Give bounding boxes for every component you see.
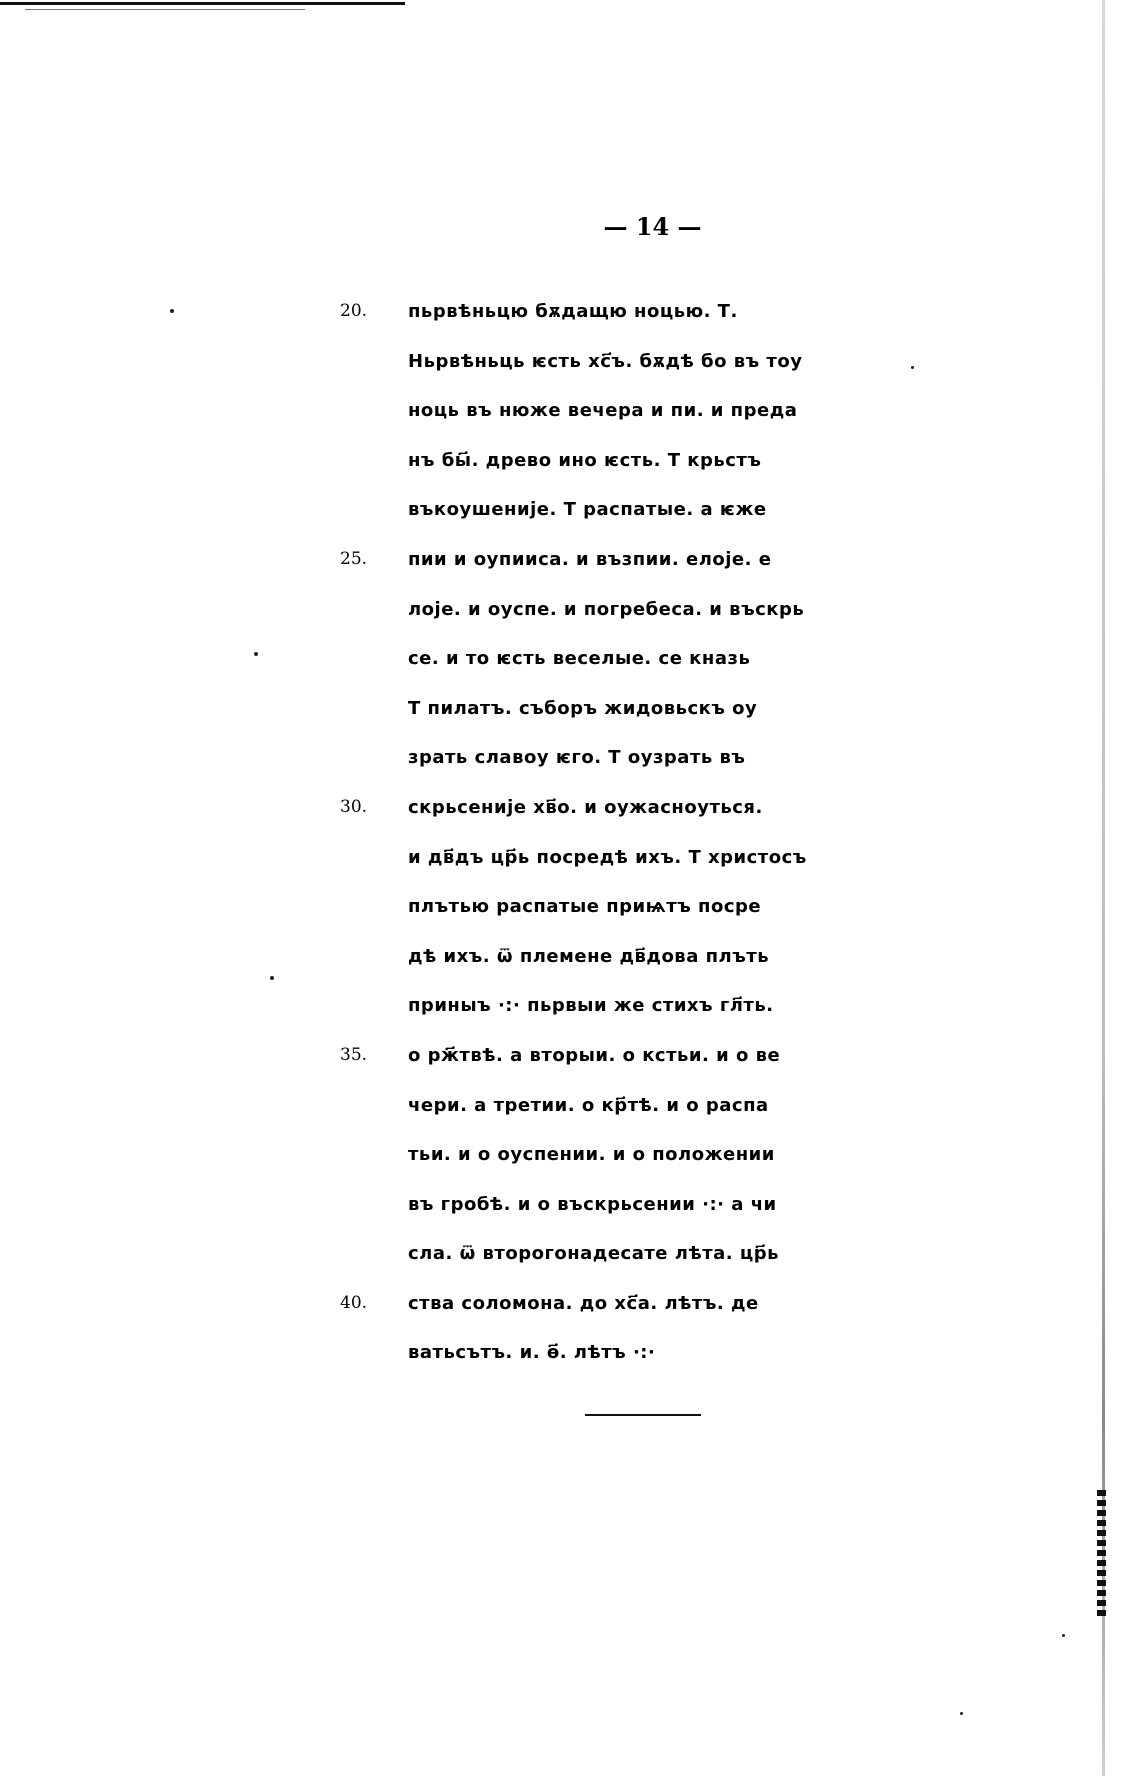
line-text: ноць въ нюже вечера и пи. и преда [408, 400, 798, 422]
text-line [340, 386, 860, 436]
speck [254, 652, 258, 656]
text-line [340, 585, 860, 635]
text-line [340, 1180, 860, 1230]
text-block [340, 287, 860, 1378]
text-line [340, 1031, 860, 1081]
text-line [340, 684, 860, 734]
line-text: чери. а третии. о кр҃тѣ. и о распа [408, 1094, 769, 1116]
text-line [340, 337, 860, 387]
line-text: въ гробѣ. и о въскрьсении ·:· а чи [408, 1193, 777, 1215]
line-text: дѣ ихъ. ѿ племене дв҃дова плъть [408, 945, 770, 967]
top-border-rule-thin [25, 9, 305, 10]
text-line [340, 833, 860, 883]
line-text: ства соломона. до хс҃а. лѣтъ. де [408, 1292, 759, 1314]
line-text: о рж҃твѣ. а вторыи. о кстьи. и о ве [408, 1044, 781, 1066]
page-edge-damage [1097, 1490, 1106, 1620]
speck [911, 366, 914, 369]
line-text: тьи. и о оуспении. и о положении [408, 1144, 775, 1166]
text-line [340, 436, 860, 486]
line-number: 20. [340, 301, 368, 321]
line-text: пии и оупииса. и възпии. елоје. е [408, 548, 772, 570]
text-line [340, 733, 860, 783]
line-number: 25. [340, 548, 368, 569]
line-number: 30. [340, 796, 368, 817]
text-line [340, 1130, 860, 1180]
text-line [340, 634, 860, 684]
text-line [340, 1081, 860, 1131]
text-line [340, 535, 860, 585]
line-text: Ньрвѣньць ѥсть хс҃ъ. бѫдѣ бо въ тоу [408, 350, 803, 372]
line-text: сла. ѿ второгонадесате лѣта. цр҃ь [408, 1243, 779, 1265]
text-line [340, 1229, 860, 1279]
line-text: ватьсътъ. и. ѳ҃. лѣтъ ·:· [408, 1342, 656, 1364]
page-number: — 14 — [603, 212, 702, 241]
line-text: въкоушеније. Т распатые. а ѥже [408, 499, 767, 521]
top-border-rule [0, 2, 405, 5]
line-text: плътью распатые приѩтъ посре [408, 896, 762, 918]
line-text: лоје. и оуспе. и погребеса. и въскрь [408, 598, 805, 620]
text-line [340, 1328, 860, 1378]
speck [960, 1712, 963, 1715]
speck [170, 309, 174, 313]
text-line [340, 932, 860, 982]
text-line [340, 981, 860, 1031]
speck [1062, 1634, 1065, 1637]
text-line [340, 1279, 860, 1329]
text-line [340, 783, 860, 833]
line-number: 35. [340, 1044, 368, 1065]
closing-rule [585, 1414, 701, 1416]
line-text: се. и то ѥсть веселые. се кназь [408, 648, 751, 670]
line-text: нъ бы҃. древо ино ѥсть. Т крьстъ [408, 449, 762, 471]
line-text: и дв҃дъ цр҃ь посредѣ ихъ. Т христосъ [408, 846, 807, 868]
speck [270, 976, 274, 980]
text-line [340, 882, 860, 932]
line-number: 40. [340, 1292, 368, 1313]
text-line [340, 485, 860, 535]
line-text: скрьсеније хв҃о. и оужасноуться. [408, 796, 763, 818]
line-text: пьрвѣньцю бѫдащю ноцью. Т. [408, 301, 738, 322]
line-text: приныъ ·:· пьрвыи же стихъ гл҃ть. [408, 995, 774, 1017]
line-text: Т пилатъ. съборъ жидовьскъ оу [408, 697, 758, 719]
line-text: зрать славоу ѥго. Т оузрать въ [408, 747, 746, 769]
text-line [340, 287, 860, 337]
